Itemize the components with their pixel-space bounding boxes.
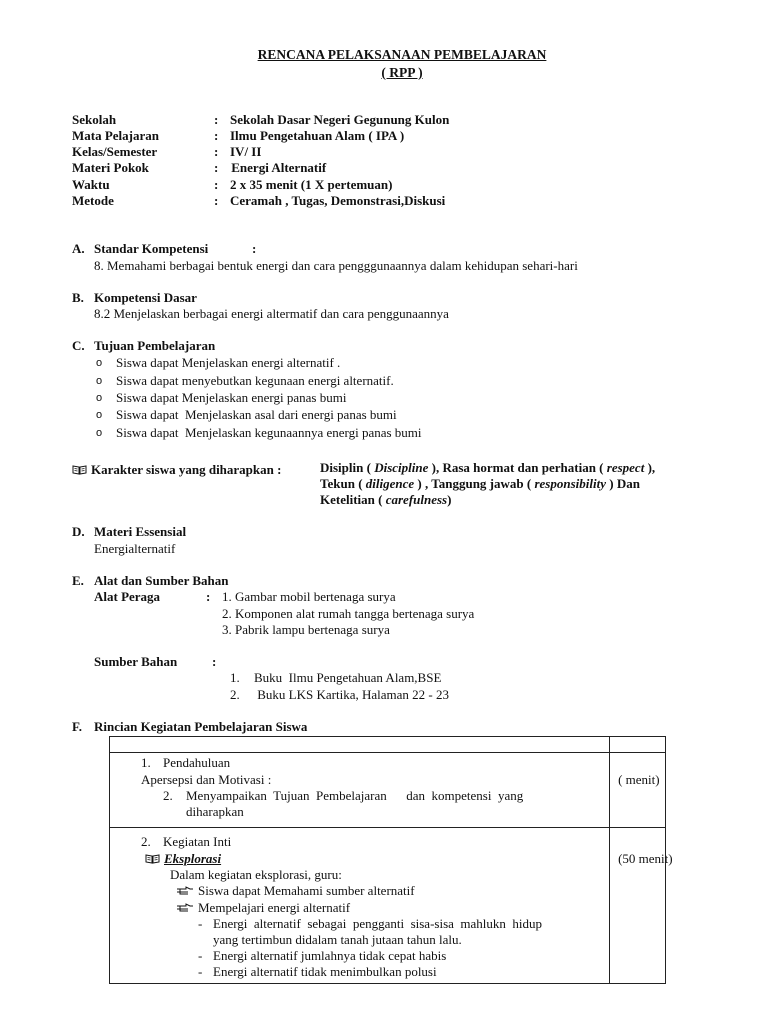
- identity-value: 2 x 35 menit (1 X pertemuan): [230, 177, 393, 192]
- alat-label: Alat Peraga: [94, 589, 161, 604]
- section-heading: Alat dan Sumber Bahan: [94, 573, 229, 588]
- row-title: Kegiatan Inti: [163, 834, 232, 849]
- identity-label: Metode: [72, 193, 114, 208]
- karakter-line: [320, 492, 451, 508]
- karakter-text: Disiplin (: [320, 460, 375, 475]
- identity-value: Ilmu Pengetahuan Alam ( IPA ): [230, 128, 405, 143]
- apersepsi-text: Apersepsi dan Motivasi :: [141, 772, 272, 787]
- table-row: [110, 828, 666, 984]
- karakter-text: ) Dan: [605, 476, 640, 491]
- identity-label: Kelas/Semester: [72, 144, 158, 159]
- identity-value: IV/ II: [230, 144, 262, 159]
- karakter-text: Ketelitian (: [320, 492, 386, 507]
- karakter-text: ), Rasa hormat dan perhatian (: [428, 460, 607, 475]
- identity-label: Sekolah: [72, 112, 117, 127]
- karakter-term: carefulness: [385, 492, 448, 507]
- bullet-marker: o: [96, 392, 103, 404]
- bullet-marker: o: [96, 375, 103, 387]
- row-item-num: 2.: [163, 788, 173, 803]
- section-text: Energialternatif: [94, 541, 176, 556]
- section-letter: C.: [72, 338, 85, 353]
- eksplorasi-row: [145, 851, 221, 867]
- identity-colon: :: [214, 112, 219, 127]
- table-cell: [110, 753, 610, 828]
- section-text: 8. Memahami berbagai bentuk energi dan cara pengggunaannya dalam kehidupan sehari-hari: [94, 258, 578, 273]
- identity-label: Materi Pokok: [72, 160, 149, 175]
- bullet-marker: o: [96, 427, 103, 439]
- section-heading: Materi Essensial: [94, 524, 187, 539]
- identity-colon: :: [214, 193, 219, 208]
- identity-value: Sekolah Dasar Negeri Gegunung Kulon: [230, 112, 450, 127]
- list-item: Siswa dapat Menjelaskan energi alternatif .: [116, 355, 341, 370]
- dash-item: yang tertimbun didalam tanah jutaan tahun lalu.: [213, 932, 462, 947]
- alat-item: 3. Pabrik lampu bertenaga surya: [222, 622, 390, 637]
- sumber-num: 2.: [230, 687, 240, 702]
- identity-colon: :: [214, 160, 219, 175]
- bullet-marker: o: [96, 409, 103, 421]
- table-row: [110, 753, 666, 828]
- table-cell: [110, 737, 610, 753]
- section-letter: D.: [72, 524, 85, 539]
- karakter-text: ) , Tanggung jawab (: [414, 476, 535, 491]
- list-item: Siswa dapat Menjelaskan kegunaannya energi panas bumi: [116, 425, 422, 440]
- section-heading: Tujuan Pembelajaran: [94, 338, 216, 353]
- eksplorasi-heading: Eksplorasi: [164, 851, 222, 866]
- identity-colon: :: [214, 177, 219, 192]
- table-cell: [610, 753, 666, 828]
- karakter-label: Karakter siswa yang diharapkan :: [91, 462, 282, 477]
- dash-marker: -: [198, 916, 203, 931]
- section-letter: E.: [72, 573, 84, 588]
- karakter-term: responsibility: [534, 476, 606, 491]
- duration: (50 menit): [618, 851, 673, 866]
- sumber-num: 1.: [230, 670, 240, 685]
- table-cell: [610, 828, 673, 984]
- row-item-text: diharapkan: [186, 804, 244, 819]
- document-title: RENCANA PELAKSANAAN PEMBELAJARAN: [257, 47, 547, 62]
- identity-label: Mata Pelajaran: [72, 128, 160, 143]
- pointer-item: [176, 900, 350, 916]
- pointer-text: Siswa dapat Memahami sumber alternatif: [198, 883, 415, 898]
- section-text: 8.2 Menjelaskan berbagai energi altermatif dan cara penggunaannya: [94, 306, 449, 321]
- karakter-term: respect: [606, 460, 645, 475]
- karakter-term: diligence: [365, 476, 415, 491]
- duration: ( menit): [618, 772, 660, 787]
- table-cell: [110, 828, 610, 984]
- dash-item: Energi alternatif sebagai pengganti sisa-sisa mahlukn hidup: [213, 916, 543, 931]
- dash-marker: -: [198, 964, 203, 979]
- karakter-text: ),: [644, 460, 656, 475]
- karakter-text: ): [447, 492, 452, 507]
- section-heading: Rincian Kegiatan Pembelajaran Siswa: [94, 719, 308, 734]
- dash-marker: -: [198, 948, 203, 963]
- bullet-marker: o: [96, 357, 103, 369]
- sumber-item: Buku LKS Kartika, Halaman 22 - 23: [254, 687, 449, 702]
- open-book-icon: [145, 853, 160, 864]
- karakter-label-row: [72, 462, 281, 478]
- pointing-hand-icon: [176, 903, 194, 912]
- pointer-text: Mempelajari energi alternatif: [198, 900, 351, 915]
- karakter-term: Discipline: [374, 460, 429, 475]
- identity-value: Energi Alternatif: [228, 160, 327, 175]
- table-cell: [610, 737, 666, 753]
- dash-item: Energi alternatif tidak menimbulkan polusi: [213, 964, 437, 979]
- karakter-line: [320, 460, 655, 476]
- sumber-label: Sumber Bahan: [94, 654, 178, 669]
- section-heading: Kompetensi Dasar: [94, 290, 197, 305]
- open-book-icon: [72, 464, 87, 475]
- pointing-hand-icon: [176, 886, 194, 895]
- activities-table: [109, 736, 673, 984]
- row-num: 2.: [141, 834, 151, 849]
- section-letter: A.: [72, 241, 85, 256]
- identity-colon: :: [214, 128, 219, 143]
- section-letter: B.: [72, 290, 84, 305]
- row-num: 1.: [141, 755, 151, 770]
- sumber-item: Buku Ilmu Pengetahuan Alam,BSE: [254, 670, 442, 685]
- section-letter: F.: [72, 719, 82, 734]
- alat-item: 1. Gambar mobil bertenaga surya: [222, 589, 396, 604]
- section-heading: Standar Kompetensi: [94, 241, 209, 256]
- dash-item: Energi alternatif jumlahnya tidak cepat habis: [213, 948, 447, 963]
- document-subtitle: ( RPP ): [381, 65, 423, 80]
- identity-colon: :: [214, 144, 219, 159]
- alat-item: 2. Komponen alat rumah tangga bertenaga surya: [222, 606, 475, 621]
- identity-value: Ceramah , Tugas, Demonstrasi,Diskusi: [230, 193, 446, 208]
- row-item-text: Menyampaikan Tujuan Pembelajaran dan kompetensi yang: [186, 788, 524, 803]
- sumber-colon: :: [212, 654, 217, 669]
- table-row: [110, 737, 666, 753]
- karakter-text: Tekun (: [320, 476, 366, 491]
- eksplorasi-intro: Dalam kegiatan eksplorasi, guru:: [170, 867, 342, 882]
- row-title: Pendahuluan: [163, 755, 231, 770]
- list-item: Siswa dapat menyebutkan kegunaan energi alternatif.: [116, 373, 394, 388]
- list-item: Siswa dapat Menjelaskan energi panas bumi: [116, 390, 347, 405]
- karakter-line: [320, 476, 640, 492]
- identity-label: Waktu: [72, 177, 110, 192]
- pointer-item: [176, 883, 415, 899]
- alat-colon: :: [206, 589, 211, 604]
- list-item: Siswa dapat Menjelaskan asal dari energi panas bumi: [116, 407, 397, 422]
- section-colon: :: [252, 241, 257, 256]
